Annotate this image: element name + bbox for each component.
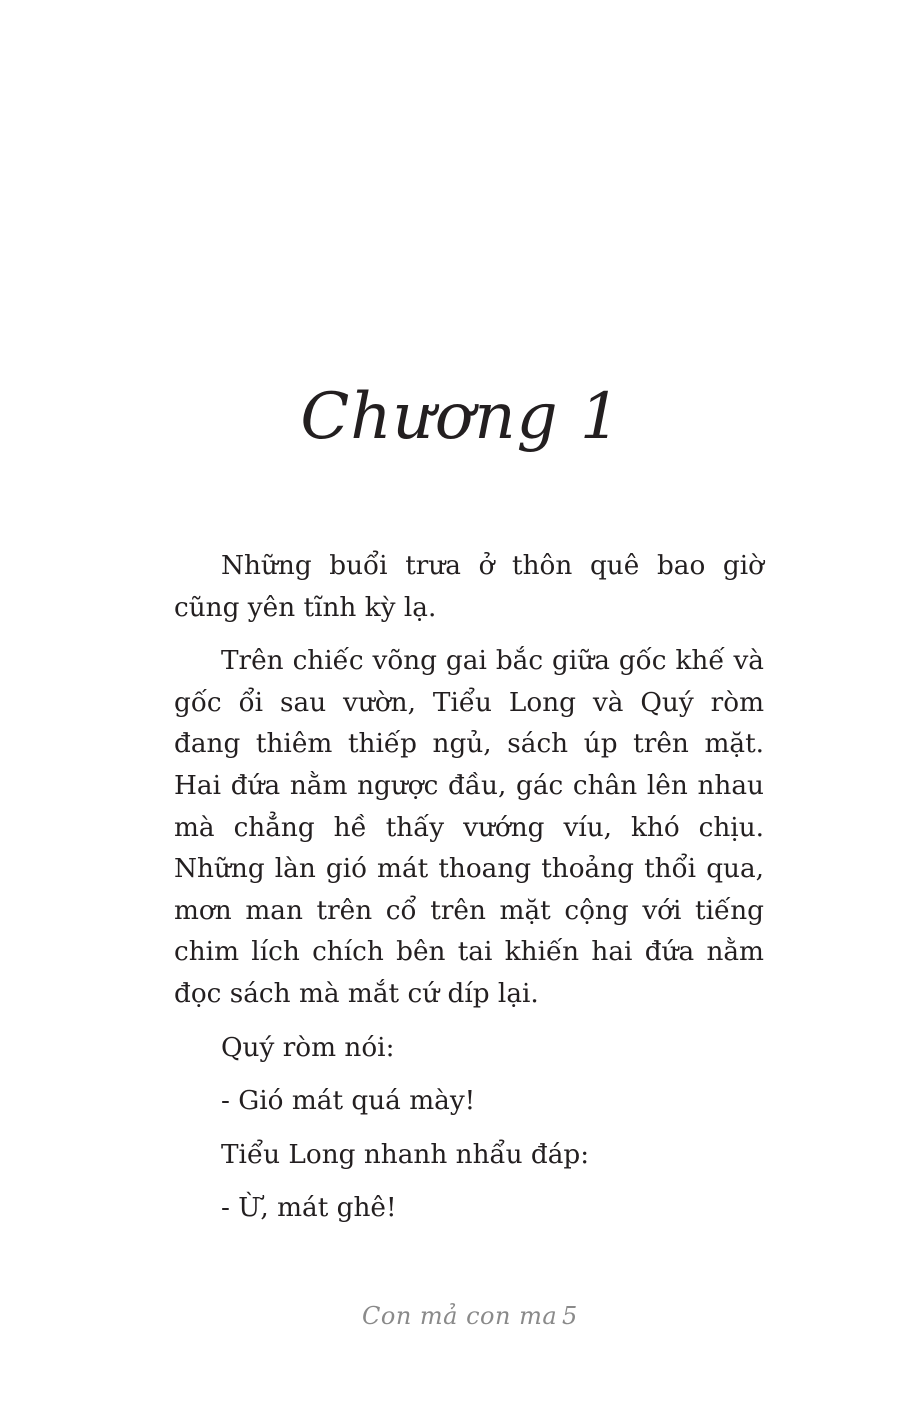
page-footer [0,1296,922,1336]
dialogue-line: - Gió mát quá mày! [221,1086,476,1117]
paragraph: Tiểu Long nhanh nhẩu đáp: [221,1139,590,1170]
paragraph: Trên chiếc võng gai bắc giữa gốc khế và gốc ổi sau vườn, Tiểu Long và Quý ròm đang thiêm thiếp ngủ, sách úp trên mặt. Hai đứa nằm ngược đầu, gác chân lên nhau mà chẳng hề thấy vướng víu, khó chịu. Những làn gió mát thoang thoảng thổi qua, mơn man trên cổ trên mặt cộng với tiếng chim lích chích bên tai khiến hai đứa nằm đọc sách mà mắt cứ díp lại. [174,646,764,1009]
page-number: 5 [562,1302,578,1330]
running-book-title: Con mả con ma [362,1302,558,1330]
paragraph: Những buổi trưa ở thôn quê bao giờ cũng yên tĩnh kỳ lạ. [174,551,764,623]
chapter-body [174,546,764,1242]
paragraph: Quý ròm nói: [221,1032,395,1063]
chapter-title: Chương 1 [300,380,622,454]
dialogue-line: - Ừ, mát ghê! [221,1193,397,1224]
